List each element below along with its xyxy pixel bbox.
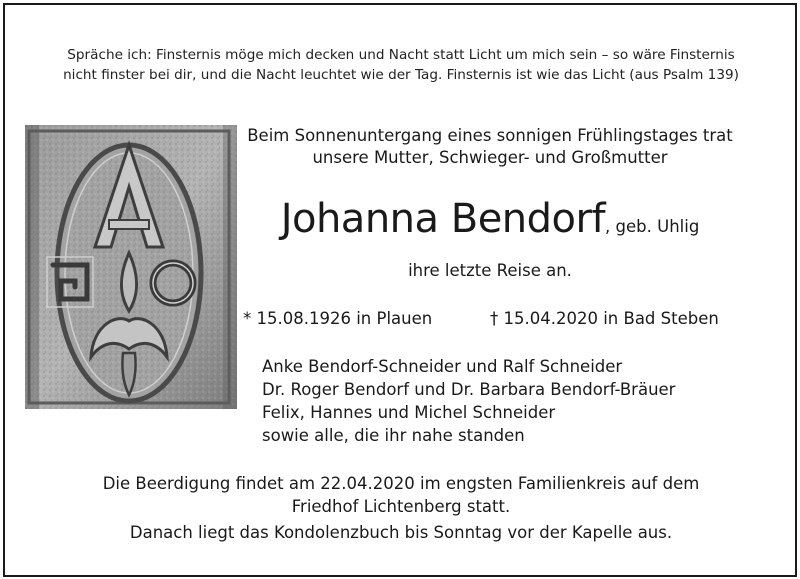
deceased-name: Johanna Bendorf xyxy=(280,196,606,242)
psalm-line-1: Spräche ich: Finsternis möge mich decken und Nacht statt Licht um mich sein – so wäre Finsternis xyxy=(67,47,735,63)
intro-line-2: unsere Mutter, Schwieger- und Großmutter xyxy=(312,148,668,167)
deceased-name-line xyxy=(230,185,750,253)
journey-text: ihre letzte Reise an. xyxy=(408,261,572,280)
gravestone-alpha-omega-icon xyxy=(25,125,237,409)
mourners-list xyxy=(262,355,675,447)
psalm-line-2: nicht finster bei dir, und die Nacht leuchtet wie der Tag. Finsternis ist wie das Licht (aus Psalm 139) xyxy=(63,67,739,83)
mourner-line: Dr. Roger Bendorf und Dr. Barbara Bendorf-Bräuer xyxy=(262,380,676,399)
funeral-info xyxy=(45,472,757,544)
funeral-line-2: Friedhof Lichtenberg statt. xyxy=(291,497,511,516)
birth-date: * 15.08.1926 in Plauen xyxy=(243,309,433,328)
psalm-quote xyxy=(45,45,757,85)
mourner-line: Anke Bendorf-Schneider und Ralf Schneider xyxy=(262,357,623,376)
maiden-name: , geb. Uhlig xyxy=(605,217,700,236)
funeral-line-1: Die Beerdigung findet am 22.04.2020 im engsten Familienkreis auf dem xyxy=(102,474,700,493)
mourner-line: sowie alle, die ihr nahe standen xyxy=(262,426,525,445)
mourner-line: Felix, Hannes und Michel Schneider xyxy=(262,403,556,422)
intro-line-1: Beim Sonnenuntergang eines sonnigen Frühlingstages trat xyxy=(247,126,733,145)
obituary-notice xyxy=(3,3,797,577)
death-date: † 15.04.2020 in Bad Steben xyxy=(490,309,719,328)
funeral-line-3: Danach liegt das Kondolenzbuch bis Sonntag vor der Kapelle aus. xyxy=(129,523,673,542)
intro-text xyxy=(230,125,750,169)
